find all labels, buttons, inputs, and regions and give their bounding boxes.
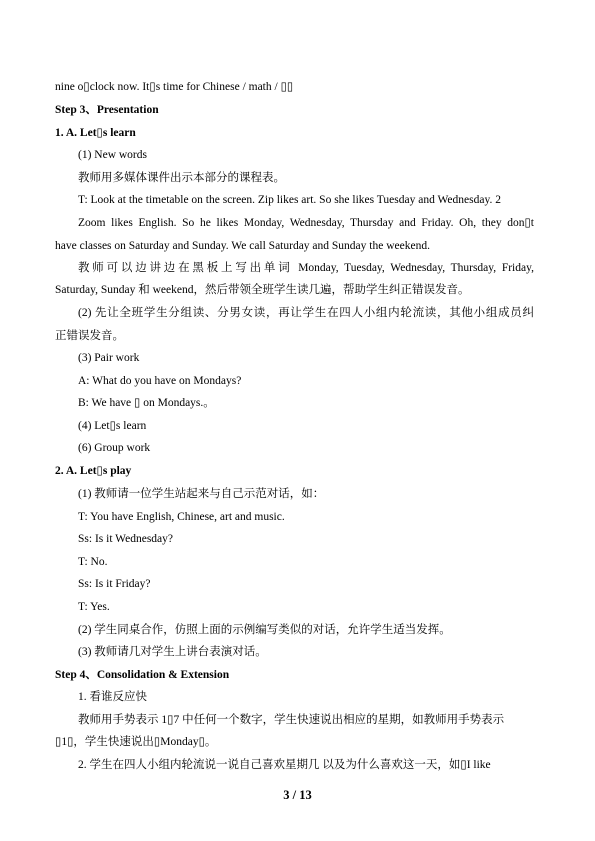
text-line: (1) 教师请一位学生站起来与自己示范对话，如： — [78, 488, 325, 500]
text-line: (4) Let▯s learn — [78, 420, 147, 432]
text-line: ▯1▯，学生快速说出▯Monday▯。 — [55, 736, 217, 748]
text-line: T: Yes. — [78, 601, 110, 613]
text-line: 教师可以边讲边在黑板上写出单词 Monday, Tuesday, Wednesday, Thursday, Friday, — [78, 262, 534, 274]
text-line: T: You have English, Chinese, art and music. — [78, 511, 285, 523]
text-line: Saturday, Sunday 和 weekend，然后带领全班学生读几遍，帮助学生纠正错误发音。 — [55, 284, 470, 296]
text-line: have classes on Saturday and Sunday. We call Saturday and Sunday the weekend. — [55, 240, 430, 252]
text-line: 教师用多媒体课件出示本部分的课程表。 — [78, 172, 285, 184]
text-line: Zoom likes English. So he likes Monday, Wednesday, Thursday and Friday. Oh, they don▯t — [78, 217, 534, 229]
text-line: 教师用手势表示 1▯7 中任何一个数字，学生快速说出相应的星期，如教师用手势表示 — [78, 714, 505, 726]
text-line: (1) New words — [78, 149, 147, 161]
text-line: B: We have ▯ on Mondays.。 — [78, 397, 215, 409]
text-line: (3) Pair work — [78, 352, 140, 364]
text-line: 2. 学生在四人小组内轮流说一说自己喜欢星期几 以及为什么喜欢这一天，如▯I like — [78, 759, 491, 771]
text-line: nine o▯clock now. It▯s time for Chinese / math / ▯▯ — [55, 81, 294, 93]
text-line: 正错误发音。 — [55, 330, 124, 342]
text-line: 1. 看谁反应快 — [78, 691, 147, 703]
section-heading: Step 3、Presentation — [55, 104, 159, 116]
text-line: A: What do you have on Mondays? — [78, 375, 242, 387]
text-line: T: No. — [78, 556, 108, 568]
text-line: (6) Group work — [78, 442, 151, 454]
page-number: 3 / 13 — [283, 788, 312, 802]
subsection-heading: 1. A. Let▯s learn — [55, 127, 136, 139]
subsection-heading: 2. A. Let▯s play — [55, 465, 132, 477]
text-line: (2) 先让全班学生分组读、分男女读，再让学生在四人小组内轮流读，其他小组成员纠 — [78, 307, 534, 319]
text-line: (2) 学生同桌合作，仿照上面的示例编写类似的对话，允许学生适当发挥。 — [78, 624, 451, 636]
text-line: Ss: Is it Wednesday? — [78, 533, 174, 545]
text-line: (3) 教师请几对学生上讲台表演对话。 — [78, 646, 267, 658]
text-line: T: Look at the timetable on the screen. Zip likes art. So she likes Tuesday and Wednesday. 2 — [78, 194, 501, 206]
section-heading: Step 4、Consolidation & Extension — [55, 669, 230, 681]
text-line: Ss: Is it Friday? — [78, 578, 151, 590]
